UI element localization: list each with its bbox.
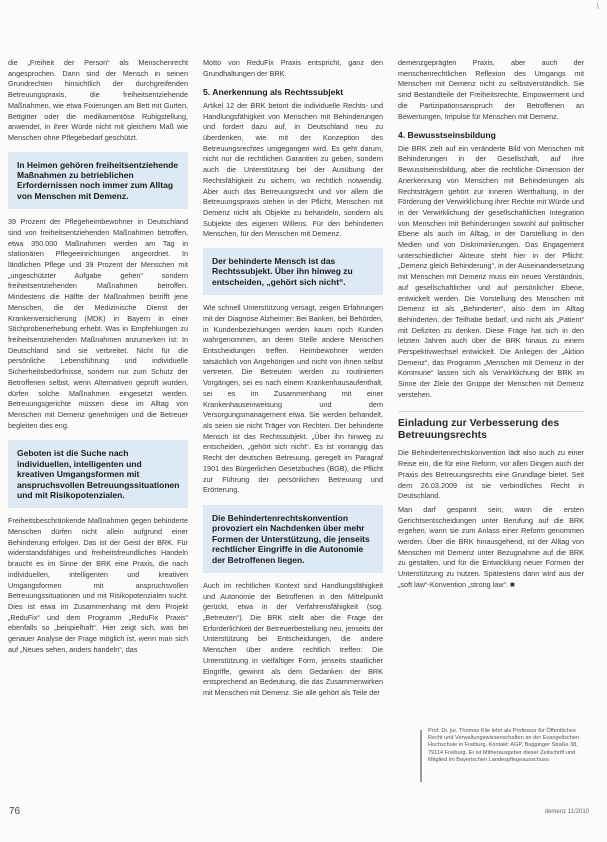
column-middle [203, 58, 383, 699]
col1-closing-paragraph: Freiheitsbeschränkende Maßnahmen gegen behinderte Menschen dürfen nicht allein aufgrund einer Behinderung erfolgen. Das ist der Geist der BRK. Für widerstandsfähiges und freiheitsfreundliches Handeln braucht es im Sinne der BRK eine Praxis, die nach individuellen, intelligenten und kreativen Umgangsformen mit anspruchsvollen Betreuungssituationen und mit Risikopotenzialen sucht. Dies ist etwa im Zusammenhang mit dem Projekt „ReduFix“ und dem Programm „ReduFix Praxis“ ebenfalls so „beispielhaft“. Hier zeigt sich, was bei genauer Analyse der Frage möglich ist, wenn man sich auf „Neues sehen, anders handeln“, das [8, 516, 188, 654]
author-footnote: Prof. Dr. jur. Thomas Klie lehrt als Professor für Öffentliches Recht und Verwaltungswissenschaften an der Evangelischen Hochschule in Freiburg. Kontakt: AGP, Bugginger Straße 38, 79114 Freiburg. Er ist Mitherausgeber dieser Zeitschrift und Mitglied im Bayerischen Landespflegeausschuss. [428, 728, 580, 763]
invitation-section [398, 411, 584, 443]
col1-intro-paragraph: die „Freiheit der Person“ als Menschenrecht angesprochen. Dann sind der Mensch in seinen Grundrechten hinsichtlich der durchgreifenden Betreuungspraxis, die freiheitsentziehende Maßnahmen, wie etwa Fixierungen am Bett mit Gurten, Bettgitter oder die medikamentöse Ruhigstellung, anwendet, in ihrer Würde nicht mit gleichem Maß wie Menschen ohne Pflegebedarf geschützt. [8, 58, 188, 142]
pull-quote-4-text: Die Behindertenrechtskonvention provoziert ein Nachdenken über mehr Formen der Unterstützung, die jenseits rechtlicher Eingriffe in die Autonomie der Betroffenen liegen. [212, 512, 370, 565]
col2-closing-paragraph: Auch im rechtlichen Kontext sind Handlungsfähigkeit und Autonomie der Betroffenen in den Mittelpunkt gerückt, etwa in der Verfahrensfähigkeit (sog. „Betreuten“). Die BRK stellt aber die Frage der Erforderlichkeit der Betreuerbestellung neu, jenseits der Unterstützung bei Entscheidungen, die andere Menschen über andere rechtlich treffen: Die Unterstützung in vielfältiger Form, jenseits staatlicher Eingriffe, gewinnt als dem Gedanken der BRK entsprechend an Bedeutung, die das Zusammenwirken mit Menschen mit Demenz. Sie alle gehört als Teile der [203, 580, 383, 697]
pull-quote-1 [8, 152, 188, 210]
section-heading-4: 4. Bewusstseinsbildung [398, 130, 496, 141]
pull-quote-2-text: Geboten ist die Suche nach individuellen, intelligenten und kreativen Umgangsformen mit anspruchsvollen Betreuungssituationen und mit Risikopotenzialen. [17, 448, 180, 500]
section-heading-5: 5. Anerkennung als Rechtssubjekt [203, 87, 344, 98]
pull-quote-4 [203, 505, 383, 573]
footnote-rule [420, 730, 422, 782]
col2-banks-paragraph: Wie schnell Unterstützung versagt, zeigen Erfahrungen mit der Diagnose Alzheimer: Bei Banken, bei Behörden, in Kundenbeziehungen werden kaum noch Kunden wahrgenommen, an deren Stelle andere Menschen Entscheidungen treffen. Heimbewohner werden tatsächlich von Angehörigen und nicht von ihnen selbst vertreten. Die Betreuten werden zu routinierten Vorgängen, sei es nach einem Krankenhausaufenthalt, sei es im Zusammenhang mit einer Krankenhauseinweisung und dem Versorgungsmanagement etwa. Sie werden behandelt, als seien sie nicht Träger von Rechten. Der behinderte Mensch ist das Rechtssubjekt. „Über ihn hinweg zu entscheiden, „gehört sich nicht“. Es ist vorrangig das Recht der deutschen Betreuung, geregelt im Paragraf 1901 des Bürgerlichen Gesetzbuches (BGB), die Pflicht zur Führung der persönlichen Betreuung und Erörterung. [203, 303, 383, 495]
invitation-heading: Einladung zur Verbesserung des Betreuungsrechts [398, 417, 560, 441]
end-of-article-mark: ■ [510, 579, 515, 589]
pull-quote-2 [8, 440, 188, 508]
page-number: 76 [9, 806, 21, 817]
col2-article12-paragraph: Artikel 12 der BRK betont die individuelle Rechts- und Handlungsfähigkeit von Menschen mit Behinderungen und fordert dazu auf, in Deutschland neu zu überdenken, wie mit der Konzeption des Betreuungsrechtes umgegangen wird. Es geht darum, nicht nur die rechtlichen Garantien zu geben, sondern auch die Unterstützung bei der Ausübung der Rechtsfähigkeit zu sichern, wo rechtlich notwendig. Aber auch das Betreuungsrecht und vor allem die Betreuungspraxis stehen in der Pflicht, Menschen mit Demenz nicht als Objekte zu behandeln, sondern als Subjekte des eigenen Willens. Für den behinderten Menschen, für den Menschen mit Demenz. [203, 100, 383, 239]
col3-invitation-paragraph-2 [398, 505, 584, 591]
journal-issue: demenz 11/2010 [544, 809, 589, 815]
column-right [398, 58, 584, 591]
col3-awareness-paragraph: Die BRK zielt auf ein veränderte Bild von Menschen mit Behinderungen in der Gesellschaft, auf ihre Bewusstseinsbildung, aber die rechtliche Dimension der Anerkennung von Menschen mit Behinderungen als Rechtsträgern gehört zur inneren Werthaltung, in der Förderung der Verwirklichung ihrer Rechte mit Würde und in der Verwirklichung der gesellschaftlichen Integration von Menschen mit Behinderungen sowohl auf politischer Ebene als auch im Alltag, in der Darstellung in den Medien und von Diskriminierungen. Das Engagement unterschiedlicher Akteure steht hier in der Pflicht: „Demenz gleich Behinderung“, in der Auseinandersetzung mit Menschen mit Demenz muss ein neues Verständnis, auf gesellschaftlicher und auf persönlicher Ebene, entwickelt werden. Die Vorstellung des Menschen mit Demenz ist als „Behinderter“, also dem im Alltag Behinderten, der Teilhabe bedarf, und nicht als „Patient“ mit Defiziten zu denken. Diese Frage hat sich in den letzten Jahren auch über die BRK hinaus zu einem Perspektivwechsel entwickelt. Die Anliegen der „Aktion Demenz“, das Programm „Menschen mit Demenz in der Kommune“ lassen sich als Verwirklichung der BRK im Sinne der Ziele der Gruppe der Menschen mit Demenz verstehen. [398, 143, 584, 399]
col1-stats-paragraph: 39 Prozent der Pflegeheimbewohner in Deutschland sind von freiheitsentziehenden Maßnahmen betroffen, etwa 350.000 Maßnahmen werden am Tag in stationären Pflegeeinrichtungen angeordnet. In ländlichen Pflege und 39 Prozent der Menschen mit „ungeschützter Aufgabe gehen“ sondern freiheitsentziehenden Maßnahmen betroffen. Mindestens die Hälfte der Maßnahmen betrifft jene Menschen, die der Medizinische Dienst der Krankenversicherung (MDK) in Bayern in einer Stichprobenerhebung erhebt. Was in Empfehlungen zu freiheitsentziehenden Maßnahmen anzumerken ist: In Deutschland sind sie verbreitet. Nicht für die persönliche Lebensführung und individuelle Sicherheitsbedürfnisse, sondern nur zum Schutz der Betroffenen selbst, wenn Alternativen geprüft wurden, dürfen solche Maßnahmen eingesetzt werden. Betreuungsgerichte müssen diese im Alltag von Menschen mit Demenz genehmigen und die Betreuer begleiten dies eng. [8, 217, 188, 430]
invitation-paragraph-2-text: Man darf gespannt sein, wann die ersten Gerichtsentscheidungen unter Berufung auf die BRK ergehen, wann sie zum Anlass einer Reform genommen werden. Über die BRK hinausgehend, ist der Alltag von Menschen mit Demenz unter Bezugnahme auf die BRK zu gestalten, und für die Entwicklung neuer Formen der Unterstützung zu nutzen. Spätestens dann wird aus der „soft law“-Konvention „strong law“. [398, 504, 584, 589]
pull-quote-3 [203, 248, 383, 295]
corner-mark: \ [596, 2, 599, 11]
col2-intro-paragraph: Motto von ReduFix Praxis entspricht, ganz den Grundhaltungen der BRK. [203, 58, 383, 78]
col3-invitation-paragraph-1: Die Behindertenrechtskonvention lädt also auch zu einer Reise ein, die für eine Reform, vor allen Dingen auch der Praxis des Betreuungsrechts eine Grundlage bietet. Seit dem 26.03.2009 ist sie verbindliches Recht in Deutschland. [398, 448, 584, 501]
pull-quote-3-text: Der behinderte Mensch ist das Rechtssubjekt. Über ihn hinweg zu entscheiden, „gehört sich nicht“. [212, 256, 353, 287]
pull-quote-1-text: In Heimen gehören freiheitsentziehende Maßnahmen zu betrieblichen Erfordernissen noch immer zum Alltag von Menschen mit Demenz. [17, 159, 179, 201]
col3-intro-paragraph: demenzgeprägten Praxis, aber auch der menschenrechtlichen Reflexion des Umgangs mit Menschen mit Demenz nicht zu selbstverständlich. Sie sind Bestandteile der Freiheitsrechte, Empowerment und die Partizipationsanspruch der Betroffenen an Bewertungen, Impulse für Menschen mit Demenz. [398, 58, 584, 121]
column-left [8, 58, 188, 655]
